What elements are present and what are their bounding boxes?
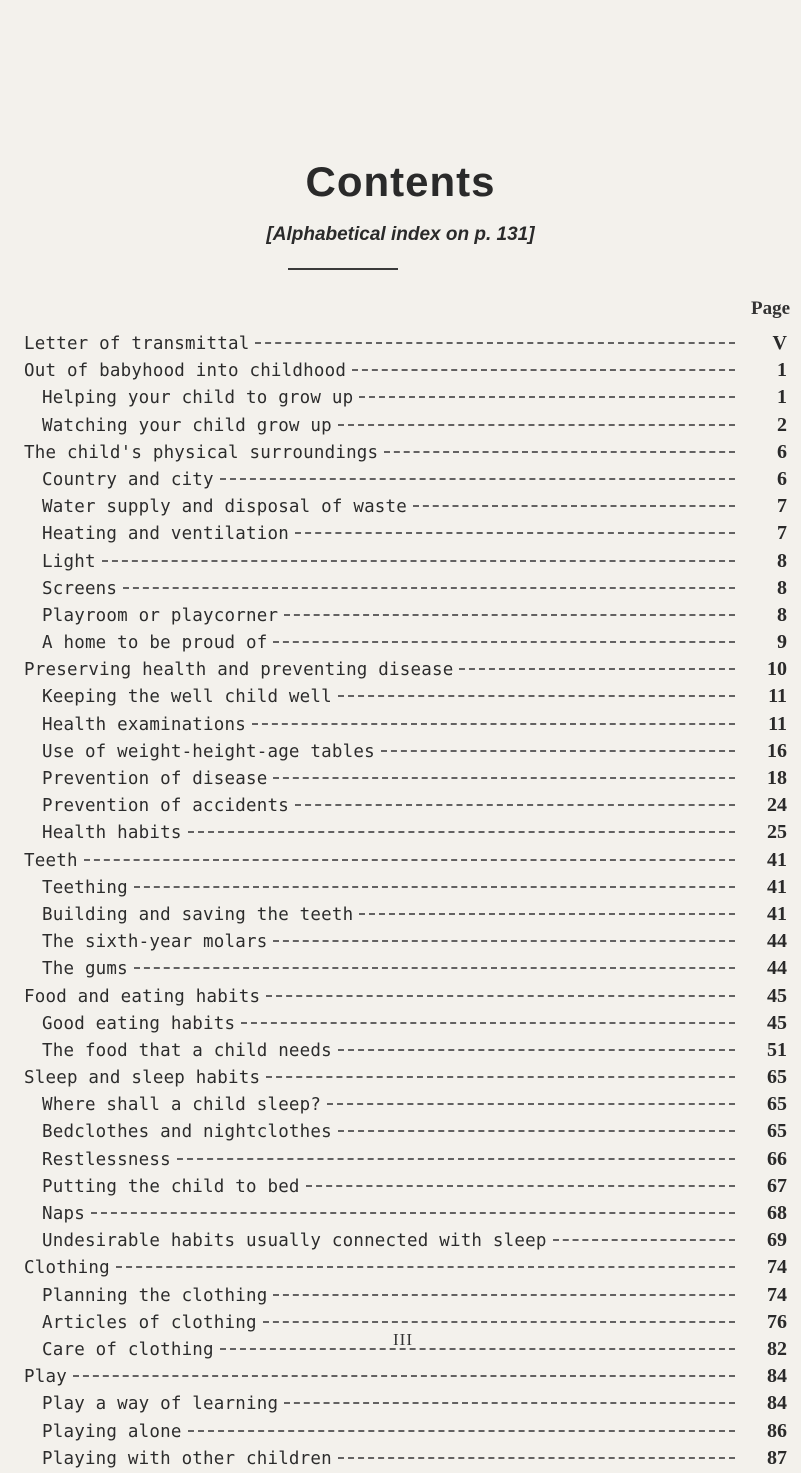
- toc-entry-page: 82: [767, 1337, 787, 1360]
- toc-subsection-entry: [0, 1146, 801, 1173]
- toc-subsection-entry: [0, 575, 801, 602]
- toc-subsection-entry: [0, 1227, 801, 1254]
- toc-entry-page: 11: [768, 685, 787, 708]
- dot-leader: [273, 641, 735, 643]
- dot-leader: [123, 587, 735, 589]
- toc-entry-page: 74: [767, 1256, 787, 1279]
- toc-subsection-entry: [0, 928, 801, 955]
- toc-subsection-entry: [0, 1390, 801, 1417]
- toc-entry-label: Play a way of learning: [42, 1394, 279, 1415]
- toc-section-entry: [0, 330, 801, 357]
- toc-entry-label: Keeping the well child well: [42, 687, 332, 708]
- dot-leader: [84, 859, 735, 861]
- dot-leader: [359, 396, 735, 398]
- toc-entry-label: Good eating habits: [42, 1013, 236, 1034]
- toc-subsection-entry: [0, 384, 801, 411]
- toc-entry-page: 41: [767, 848, 787, 871]
- toc-entry-page: 16: [767, 739, 787, 762]
- toc-entry-page: 7: [777, 495, 787, 518]
- toc-entry-label: Teething: [42, 877, 128, 898]
- toc-subsection-entry: [0, 493, 801, 520]
- toc-entry-page: 18: [767, 767, 787, 789]
- toc-entry-label: Heating and ventilation: [42, 524, 289, 545]
- toc-entry-page: 7: [777, 522, 787, 545]
- dot-leader: [352, 369, 735, 371]
- toc-entry-page: 6: [777, 467, 787, 490]
- toc-entry-page: V: [772, 332, 787, 354]
- toc-entry-label: Putting the child to bed: [42, 1176, 300, 1197]
- toc-subsection-entry: [0, 1173, 801, 1200]
- toc-section-entry: [0, 983, 801, 1010]
- toc-subsection-entry: [0, 1418, 801, 1445]
- toc-entry-page: 25: [767, 821, 787, 844]
- toc-entry-label: Helping your child to grow up: [42, 388, 354, 409]
- toc-section-entry: [0, 656, 801, 683]
- toc-entry-page: 41: [767, 902, 787, 925]
- toc-entry-page: 65: [767, 1120, 787, 1143]
- title-divider: [288, 268, 398, 270]
- toc-subsection-entry: [0, 629, 801, 656]
- dot-leader: [459, 668, 735, 670]
- toc-entry-label: Screens: [42, 578, 118, 599]
- toc-entry-label: Health examinations: [42, 714, 246, 735]
- dot-leader: [252, 723, 735, 725]
- index-reference-note: [Alphabetical index on p. 131]: [266, 224, 535, 245]
- dot-leader: [338, 1130, 735, 1132]
- toc-entry-label: Preserving health and preventing disease: [24, 660, 454, 681]
- toc-entry-label: Play: [24, 1367, 67, 1388]
- table-of-contents: [0, 330, 801, 1472]
- toc-entry-label: The child's physical surroundings: [24, 442, 379, 463]
- toc-entry-label: Prevention of accidents: [42, 796, 289, 817]
- dot-leader: [338, 695, 735, 697]
- toc-entry-label: Prevention of disease: [42, 769, 268, 789]
- toc-entry-label: Water supply and disposal of waste: [42, 497, 408, 518]
- toc-entry-page: 11: [768, 712, 787, 735]
- toc-subsection-entry: [0, 819, 801, 846]
- toc-entry-label: Where shall a child sleep?: [42, 1095, 322, 1116]
- dot-leader: [338, 1049, 735, 1051]
- dot-leader: [273, 777, 735, 779]
- toc-entry-page: 41: [767, 875, 787, 898]
- toc-entry-page: 65: [767, 1093, 787, 1116]
- dot-leader: [73, 1375, 735, 1377]
- dot-leader: [273, 940, 735, 942]
- toc-subsection-entry: [0, 548, 801, 575]
- toc-entry-label: Undesirable habits usually connected with sleep: [42, 1231, 547, 1252]
- toc-entry-label: Care of clothing: [42, 1339, 214, 1360]
- page-column-heading: Page: [751, 298, 791, 319]
- toc-entry-page: 84: [767, 1392, 787, 1415]
- toc-entry-page: 68: [767, 1202, 787, 1224]
- toc-entry-page: 9: [777, 631, 787, 654]
- toc-entry-label: Planning the clothing: [42, 1285, 268, 1306]
- toc-entry-label: Bedclothes and nightclothes: [42, 1122, 332, 1143]
- dot-leader: [255, 342, 735, 344]
- toc-entry-page: 10: [767, 658, 787, 681]
- toc-entry-label: Teeth: [24, 850, 78, 871]
- toc-entry-page: 76: [767, 1310, 787, 1333]
- toc-entry-label: Watching your child grow up: [42, 415, 332, 436]
- toc-entry-page: 65: [767, 1066, 787, 1089]
- toc-entry-page: 84: [767, 1365, 787, 1388]
- toc-entry-label: Out of babyhood into childhood: [24, 361, 347, 382]
- dot-leader: [295, 532, 735, 534]
- toc-subsection-entry: [0, 1037, 801, 1064]
- toc-section-entry: [0, 847, 801, 874]
- dot-leader: [295, 804, 735, 806]
- toc-entry-label: Clothing: [24, 1258, 110, 1279]
- dot-leader: [338, 424, 735, 426]
- page-title: Contents: [305, 158, 496, 205]
- toc-subsection-entry: [0, 1445, 801, 1472]
- toc-entry-page: 86: [767, 1419, 787, 1442]
- folio-page-number: III: [393, 1330, 413, 1349]
- toc-entry-page: 8: [777, 603, 787, 626]
- toc-entry-page: 8: [777, 576, 787, 599]
- toc-entry-label: Playing alone: [42, 1421, 182, 1442]
- toc-entry-label: The sixth-year molars: [42, 932, 268, 953]
- toc-entry-page: 66: [767, 1147, 787, 1170]
- toc-entry-page: 2: [777, 413, 787, 436]
- dot-leader: [306, 1185, 735, 1187]
- toc-subsection-entry: [0, 874, 801, 901]
- dot-leader: [273, 1294, 735, 1296]
- toc-entry-label: Sleep and sleep habits: [24, 1068, 261, 1089]
- toc-entry-label: Articles of clothing: [42, 1312, 257, 1333]
- dot-leader: [413, 505, 735, 507]
- toc-subsection-entry: [0, 792, 801, 819]
- dot-leader: [188, 831, 735, 833]
- dot-leader: [102, 560, 735, 562]
- toc-subsection-entry: [0, 955, 801, 982]
- toc-entry-page: 24: [767, 794, 787, 817]
- toc-entry-page: 1: [777, 386, 787, 409]
- toc-section-entry: [0, 439, 801, 466]
- toc-section-entry: [0, 1363, 801, 1390]
- toc-entry-page: 44: [767, 957, 787, 980]
- toc-entry-page: 67: [767, 1174, 787, 1197]
- toc-section-entry: [0, 1254, 801, 1281]
- dot-leader: [241, 1022, 735, 1024]
- toc-entry-label: Light: [42, 551, 96, 572]
- toc-entry-page: 87: [767, 1446, 787, 1469]
- dot-leader: [91, 1212, 735, 1214]
- toc-entry-label: Food and eating habits: [24, 986, 261, 1007]
- toc-entry-page: 6: [777, 440, 787, 463]
- toc-entry-label: Use of weight-height-age tables: [42, 741, 375, 762]
- toc-subsection-entry: [0, 765, 801, 792]
- toc-entry-label: Building and saving the teeth: [42, 904, 354, 925]
- toc-subsection-entry: [0, 1010, 801, 1037]
- toc-entry-page: 69: [767, 1229, 787, 1252]
- dot-leader: [284, 1402, 735, 1404]
- dot-leader: [327, 1103, 735, 1105]
- toc-entry-label: Naps: [42, 1204, 85, 1224]
- toc-entry-label: Country and city: [42, 469, 214, 490]
- toc-entry-label: Letter of transmittal: [24, 334, 250, 354]
- toc-subsection-entry: [0, 1118, 801, 1145]
- toc-subsection-entry: [0, 683, 801, 710]
- toc-entry-label: Playing with other children: [42, 1448, 332, 1469]
- toc-entry-page: 51: [767, 1038, 787, 1061]
- dot-leader: [134, 967, 735, 969]
- dot-leader: [359, 913, 735, 915]
- dot-leader: [188, 1430, 735, 1432]
- toc-entry-label: Health habits: [42, 823, 182, 844]
- dot-leader: [220, 1348, 735, 1350]
- dot-leader: [266, 995, 735, 997]
- toc-entry-page: 45: [767, 984, 787, 1007]
- toc-subsection-entry: [0, 1200, 801, 1227]
- toc-entry-label: A home to be proud of: [42, 633, 268, 654]
- toc-subsection-entry: [0, 520, 801, 547]
- toc-entry-page: 8: [777, 549, 787, 572]
- dot-leader: [553, 1239, 735, 1241]
- toc-entry-label: The food that a child needs: [42, 1040, 332, 1061]
- dot-leader: [220, 478, 735, 480]
- dot-leader: [134, 886, 735, 888]
- dot-leader: [177, 1158, 735, 1160]
- toc-entry-label: The gums: [42, 959, 128, 980]
- toc-entry-label: Playroom or playcorner: [42, 605, 279, 626]
- toc-subsection-entry: [0, 738, 801, 765]
- toc-subsection-entry: [0, 1091, 801, 1118]
- toc-subsection-entry: [0, 466, 801, 493]
- dot-leader: [384, 451, 735, 453]
- dot-leader: [381, 750, 735, 752]
- toc-entry-page: 1: [777, 359, 787, 382]
- dot-leader: [338, 1457, 735, 1459]
- dot-leader: [263, 1321, 735, 1323]
- dot-leader: [116, 1266, 735, 1268]
- toc-section-entry: [0, 357, 801, 384]
- toc-entry-page: 74: [767, 1283, 787, 1306]
- toc-subsection-entry: [0, 1282, 801, 1309]
- toc-subsection-entry: [0, 901, 801, 928]
- toc-subsection-entry: [0, 711, 801, 738]
- toc-subsection-entry: [0, 602, 801, 629]
- dot-leader: [284, 614, 735, 616]
- toc-entry-label: Restlessness: [42, 1149, 171, 1170]
- toc-entry-page: 45: [767, 1011, 787, 1034]
- toc-section-entry: [0, 1064, 801, 1091]
- toc-entry-page: 44: [767, 930, 787, 953]
- dot-leader: [266, 1076, 735, 1078]
- toc-subsection-entry: [0, 412, 801, 439]
